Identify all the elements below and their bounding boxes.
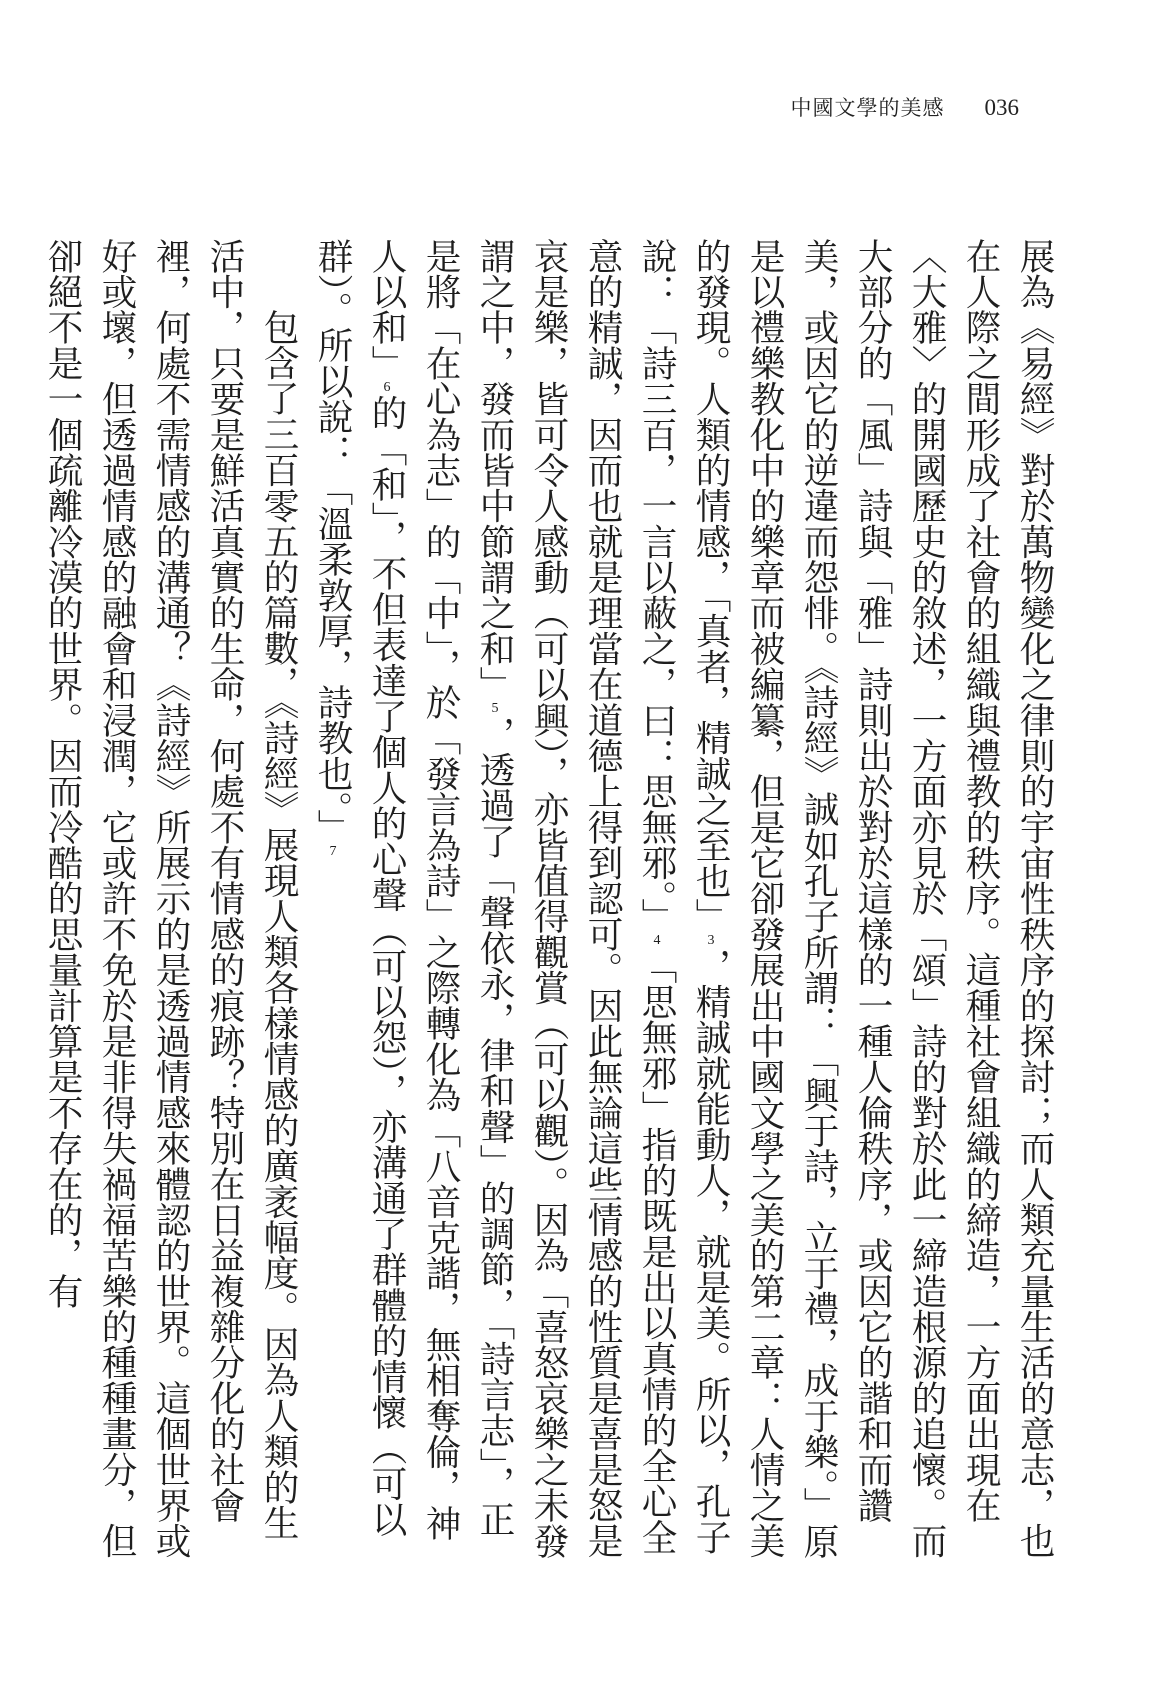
paragraph-1 [305, 238, 1061, 1568]
text-run: 「思無邪」指的既是出以真情的全心全意的精誠，因而也就是理當在道德上得到認可。因此無論這些情感的性質是喜是怒是哀是樂，皆可令人感動（可以興），亦皆值得觀賞（可以觀）。因為「喜怒哀樂之未發謂之中，發而皆中節謂之和」 [474, 238, 677, 1559]
footnote-ref-5: 5 [491, 700, 499, 716]
running-header [791, 92, 1020, 122]
text-run: ，透過了「聲依永，律和聲」的調節，「詩言志」，正是將「在心為志」的「中」，於「發言為詩」之際轉化為「八音克諧，無相奪倫，神人以和」 [366, 238, 515, 1541]
text-run: 的「和」，不但表達了個人的心聲（可以怨），亦溝通了群體的情懷（可以群）。所以說：「溫柔敦厚，詩教也。」 [312, 238, 407, 1537]
body-text [42, 238, 1061, 1568]
text-run: 展為《易經》對於萬物變化之律則的宇宙性秩序的探討；而人類充量生活的意志，也在人際之間形成了社會的組織與禮教的秩序。這種社會組織的締造，一方面出現在〈大雅〉的開國歷史的敘述，一方面亦見於「頌」詩的對於此一締造根源的追懷。而大部分的「風」詩與「雅」詩則出於對於這樣的一種人倫秩序，或因它的諧和而讚美，或因它的逆違而怨悱。《詩經》誠如孔子所謂：「興于詩，立于禮，成于樂。」原是以禮樂教化中的樂章而被編纂，但是它卻發展出中國文學之美的第二章：人情之美的發現。人類的情感，「真者，精誠之至也」 [690, 238, 1055, 1559]
footnote-ref-7: 7 [329, 843, 337, 859]
footnote-ref-3: 3 [707, 933, 715, 949]
footnote-ref-6: 6 [383, 379, 391, 395]
page-number: 036 [984, 95, 1019, 120]
footnote-ref-4: 4 [653, 933, 661, 949]
text-run: ，精誠就能動人，就是美。所以，孔子說：「詩三百，一言以蔽之，曰：思無邪。」 [636, 238, 731, 1555]
paragraph-2: 包含了三百零五的篇數，《詩經》展現人類各樣情感的廣袤幅度。因為人類的生活中，只要是鮮活真實的生命，何處不有情感的痕跡？特別在日益複雜分化的社會裡，何處不需情感的溝通？《詩經》所展示的是透過情感來體認的世界。這個世界或好或壞，但透過情感的融會和浸潤，它或許不免於是非得失禍福苦樂的種種畫分，但卻絕不是一個疏離冷漠的世界。因而冷酷的思量計算是不存在的，有 [42, 238, 299, 1559]
book-title: 中國文學的美感 [790, 96, 945, 120]
